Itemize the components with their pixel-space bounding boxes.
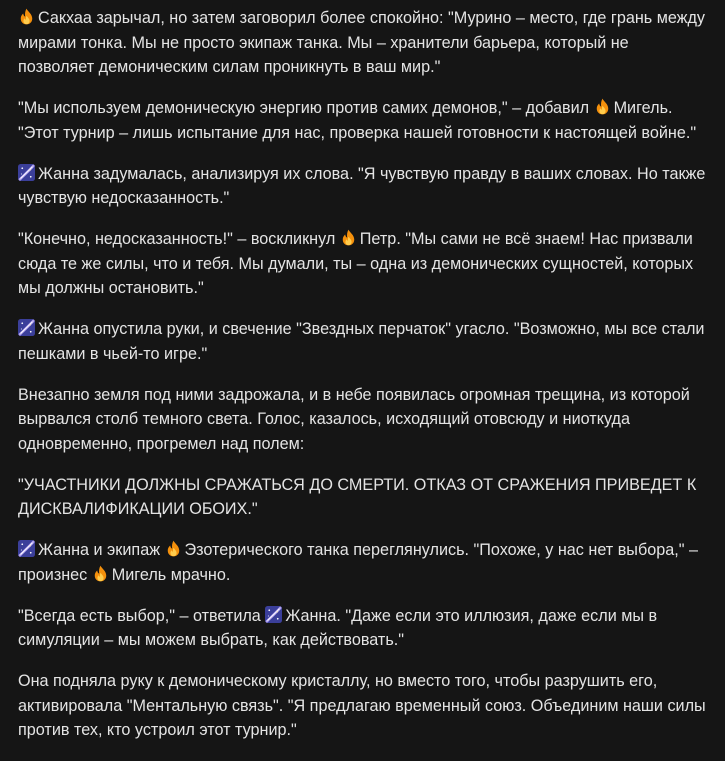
message-paragraph (18, 6, 708, 80)
fire-icon (18, 8, 35, 25)
message-paragraph (18, 604, 708, 653)
message-text: Жанна. "Даже если это иллюзия, даже если мы в симуляции – мы можем выбрать, как действовать." (18, 606, 658, 649)
message-paragraph (18, 162, 708, 211)
message-paragraph (18, 669, 708, 743)
message-text: Петр. "Мы сами не всё знаем! Нас призвали сюда те же силы, что и тебя. Мы думали, ты – одна из демонических сущностей, которых мы должны остановить." (18, 230, 694, 297)
message-paragraph (18, 473, 708, 522)
fire-icon (594, 98, 611, 115)
milky-way-icon (18, 319, 35, 336)
chat-message (18, 0, 708, 759)
message-text: Жанна опустила руки, и свечение "Звездных перчаток" угасло. "Возможно, мы все стали пешками в чьей-то игре." (18, 320, 705, 363)
message-text: Мигель мрачно. (111, 565, 231, 584)
message-text: Жанна задумалась, анализируя их слова. "Я чувствую правду в ваших словах. Но также чувствую недосказанность." (18, 164, 706, 207)
milky-way-icon (18, 164, 35, 181)
message-paragraph (18, 383, 708, 457)
fire-icon (165, 540, 182, 557)
message-text: Внезапно земля под ними задрожала, и в небе появилась огромная трещина, из которой вырвался столб темного света. Голос, казалось, исходящий отовсюду и ниоткуда одновременно, прогремел над полем: (18, 385, 690, 453)
message-paragraph (18, 317, 708, 366)
message-paragraph (18, 96, 708, 145)
message-text: Сакхаа зарычал, но затем заговорил более спокойно: "Мурино – место, где грань между мирами тонка. Мы не просто экипаж танка. Мы – хранители барьера, который не позволяет демоническим силам проникнуть в ваш мир." (18, 9, 706, 76)
fire-icon (92, 565, 109, 582)
message-text: "УЧАСТНИКИ ДОЛЖНЫ СРАЖАТЬСЯ ДО СМЕРТИ. ОТКАЗ ОТ СРАЖЕНИЯ ПРИВЕДЕТ К ДИСКВАЛИФИКАЦИИ ОБОИХ." (18, 475, 697, 518)
milky-way-icon (18, 540, 35, 557)
message-text: Эзотерического танка переглянулись. "Похоже, у нас нет выбора," – произнес (18, 541, 698, 584)
message-paragraph (18, 227, 708, 301)
message-text: Мигель. "Этот турнир – лишь испытание для нас, проверка нашей готовности к настоящей войне." (18, 99, 697, 142)
message-text: "Конечно, недосказанность!" – воскликнул (18, 230, 340, 248)
fire-icon (340, 229, 357, 246)
milky-way-icon (265, 606, 282, 623)
message-text: Она подняла руку к демоническому кристаллу, но вместо того, чтобы разрушить его, активировала "Ментальную связь". "Я предлагаю временный союз. Объединим наши силы против тех, кто устроил этот турнир." (18, 672, 706, 739)
message-text: Жанна и экипаж (38, 541, 165, 559)
message-text: "Мы используем демоническую энергию против самих демонов," – добавил (18, 99, 594, 117)
message-paragraph (18, 538, 708, 587)
message-text: "Всегда есть выбор," – ответила (18, 606, 266, 625)
